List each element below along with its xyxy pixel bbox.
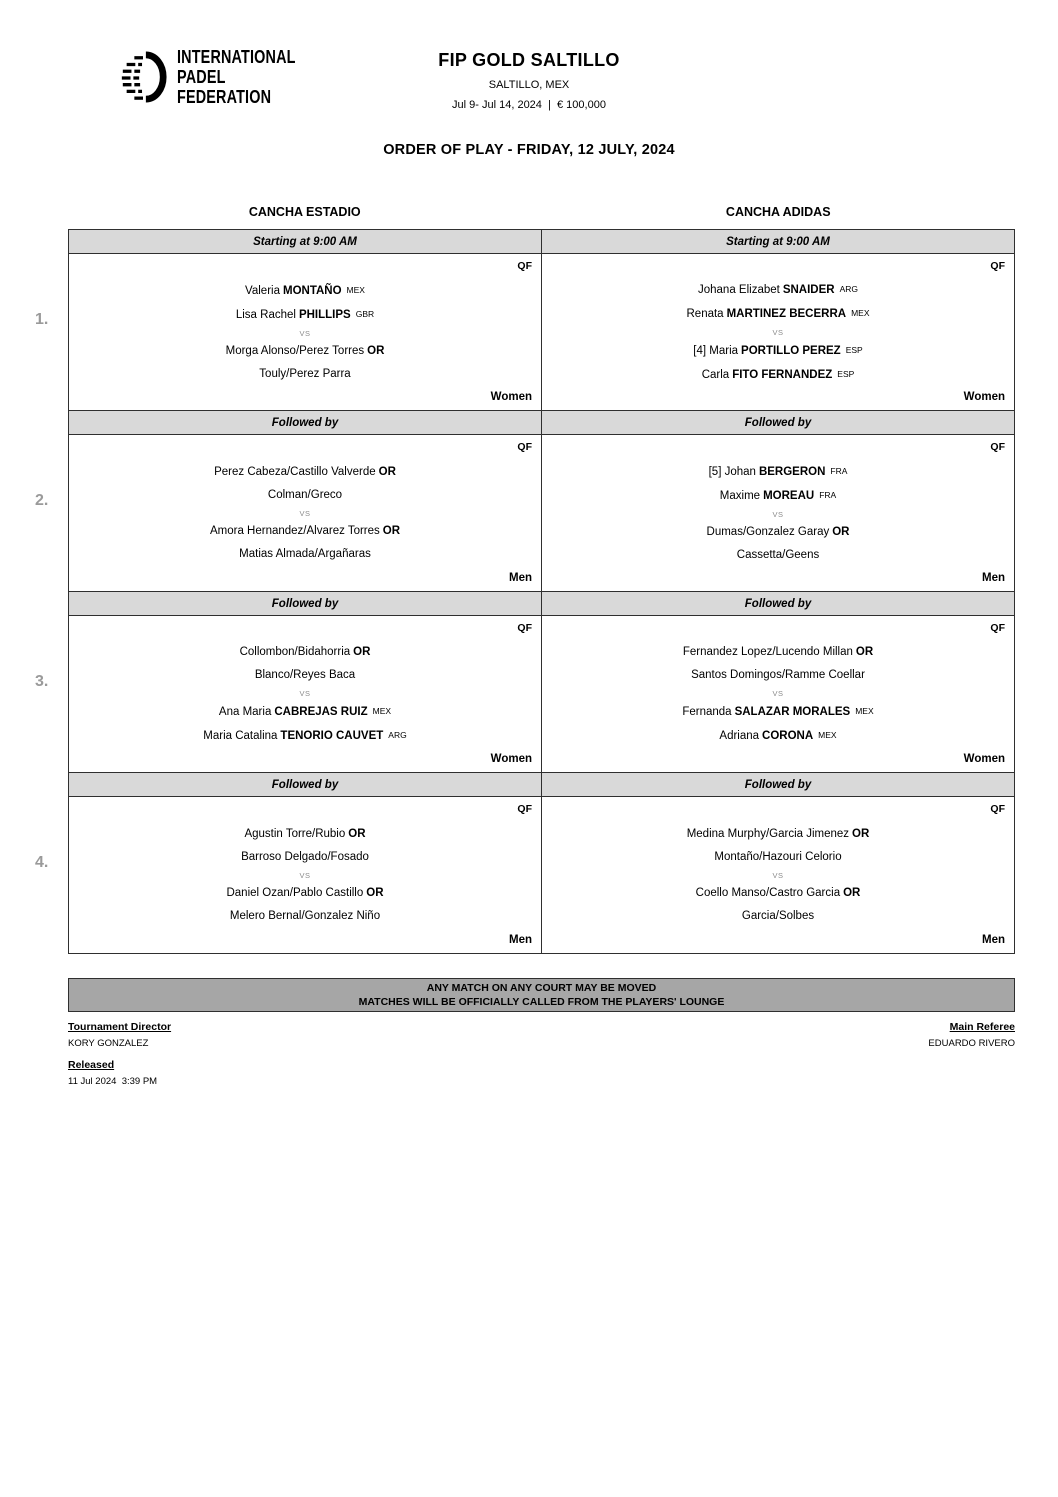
country-code: MEX <box>818 729 837 740</box>
player-first-name: Renata <box>686 307 724 320</box>
player-first-name: Maxime <box>719 489 761 502</box>
footer-right <box>928 1021 1015 1049</box>
player-last-name: CORONA <box>762 729 814 742</box>
player-first-name: Blanco/Reyes Baca <box>254 668 356 681</box>
match-cell <box>69 797 541 953</box>
tournament-director-label: Tournament Director <box>68 1021 172 1033</box>
player-last-name: TENORIO CAUVET <box>280 729 384 742</box>
match-lines <box>542 797 1014 953</box>
player-line <box>69 484 541 507</box>
slot-label: Followed by <box>271 417 339 429</box>
round-label: QF <box>517 803 532 815</box>
player-first-name: Johana Elizabet <box>697 283 780 296</box>
player-first-name: Adriana <box>719 729 760 742</box>
court-header-adidas: CANCHA ADIDAS <box>725 205 831 219</box>
row-number: 3. <box>35 672 49 690</box>
footer <box>68 1021 1015 1087</box>
player-first-name: Morga Alonso/Perez Torres <box>225 344 365 357</box>
player-last-name: MONTAÑO <box>282 284 342 297</box>
gender-label: Women <box>490 753 532 765</box>
country-code: ARG <box>388 729 407 740</box>
player-first-name: Matias Almada/Argañaras <box>239 547 371 560</box>
tournament-director-name: KORY GONZALEZ <box>68 1038 149 1049</box>
order-of-play-title: ORDER OF PLAY - FRIDAY, 12 JULY, 2024 <box>383 142 675 158</box>
slot-label: Followed by <box>541 411 1014 434</box>
player-last-name: CABREJAS RUIZ <box>274 705 368 718</box>
main-referee-name: EDUARDO RIVERO <box>928 1038 1015 1049</box>
match-lines <box>69 616 541 772</box>
player-line <box>69 664 541 687</box>
vs-label: VS <box>299 870 311 880</box>
player-first-name: Dumas/Gonzalez Garay <box>706 525 830 538</box>
player-line <box>542 460 1014 484</box>
match-cell <box>69 254 541 410</box>
player-line <box>69 724 541 748</box>
notice-line-1: ANY MATCH ON ANY COURT MAY BE MOVED <box>426 982 657 994</box>
logo-text-line: INTERNATIONAL <box>177 47 296 67</box>
player-line <box>69 461 541 484</box>
player-first-name: Agustin Torre/Rubio <box>244 827 346 840</box>
player-first-name: Montaño/Hazouri Celorio <box>714 850 842 863</box>
player-line <box>542 700 1014 724</box>
player-first-name: Ana Maria <box>218 705 272 718</box>
player-last-name: MOREAU <box>763 489 815 502</box>
player-line <box>542 882 1014 905</box>
player-first-name: Amora Hernandez/Alvarez Torres <box>209 524 380 537</box>
round-label: QF <box>517 260 532 272</box>
player-line <box>69 543 541 566</box>
slot-bar <box>69 410 1014 435</box>
slot-label: Starting at 9:00 AM <box>253 236 357 248</box>
player-line <box>542 641 1014 664</box>
gender-label: Women <box>963 753 1005 765</box>
country-code: MEX <box>346 284 365 295</box>
match-lines <box>542 435 1014 591</box>
player-line <box>69 905 541 928</box>
player-first-name: Carla <box>701 368 730 381</box>
row-number: 2. <box>35 491 49 509</box>
match-row <box>35 591 1014 772</box>
player-line <box>542 664 1014 687</box>
gender-label: Men <box>982 572 1005 584</box>
tournament-header <box>0 50 1058 111</box>
gender-label: Men <box>509 572 532 584</box>
player-line <box>69 823 541 846</box>
round-label: QF <box>517 441 532 453</box>
match-row <box>35 772 1014 953</box>
country-code: GBR <box>355 308 375 319</box>
match-cell <box>69 435 541 591</box>
player-line <box>69 641 541 664</box>
match-cell <box>541 616 1014 772</box>
vs-label: VS <box>772 870 784 880</box>
country-code: ARG <box>839 283 859 294</box>
player-first-name: Coello Manso/Castro Garcia <box>695 886 841 899</box>
country-code: MEX <box>372 705 392 716</box>
slot-label: Followed by <box>271 779 339 791</box>
player-last-name: MARTINEZ BECERRA <box>726 307 847 320</box>
player-line <box>69 363 541 386</box>
tournament-location: SALTILLO, MEX <box>488 79 570 91</box>
slot-bar <box>69 591 1014 616</box>
player-line <box>542 484 1014 508</box>
player-last-name: OR <box>832 525 850 538</box>
order-of-play-table <box>35 229 1015 954</box>
match-row <box>35 230 1014 410</box>
match-lines <box>542 254 1014 410</box>
tournament-dates: Jul 9- Jul 14, 2024 | € 100,000 <box>452 99 606 111</box>
slot-bar <box>69 772 1014 797</box>
country-code: FRA <box>819 489 837 500</box>
player-first-name: Maria Catalina <box>203 729 278 742</box>
player-last-name: PORTILLO PEREZ <box>741 344 841 357</box>
player-first-name: Perez Cabeza/Castillo Valverde <box>214 465 376 478</box>
player-first-name: [5] Johan <box>708 465 756 478</box>
match-lines <box>69 254 541 410</box>
notice-line-2: MATCHES WILL BE OFFICIALLY CALLED FROM THE PLAYERS' LOUNGE <box>358 996 725 1008</box>
player-line <box>69 846 541 869</box>
player-first-name: Touly/Perez Parra <box>259 367 351 380</box>
match-cell <box>541 435 1014 591</box>
logo-text-line: PADEL <box>177 67 226 87</box>
player-first-name: Valeria <box>245 284 280 297</box>
player-line <box>69 303 541 327</box>
match-cell <box>69 616 541 772</box>
vs-label: VS <box>299 508 311 518</box>
country-code: ESP <box>837 368 855 379</box>
gender-label: Men <box>509 934 532 946</box>
gender-label: Women <box>963 391 1005 403</box>
player-line <box>542 905 1014 928</box>
player-line <box>542 278 1014 302</box>
player-last-name: BERGERON <box>758 465 826 478</box>
player-first-name: Cassetta/Geens <box>736 548 820 561</box>
row-number: 4. <box>35 853 49 871</box>
match-cell <box>541 254 1014 410</box>
player-line <box>542 339 1014 363</box>
player-line <box>542 363 1014 387</box>
slot-label: Starting at 9:00 AM <box>541 230 1014 253</box>
court-headers <box>68 205 1015 219</box>
player-line <box>69 700 541 724</box>
country-code: ESP <box>845 344 863 355</box>
player-first-name: [4] Maria <box>693 344 739 357</box>
vs-label: VS <box>299 688 311 698</box>
player-last-name: FITO FERNANDEZ <box>732 368 833 381</box>
row-number: 1. <box>35 311 49 328</box>
player-line <box>69 340 541 363</box>
round-label: QF <box>990 803 1005 815</box>
released-label: Released <box>68 1059 115 1071</box>
player-last-name: OR <box>367 344 385 357</box>
player-first-name: Barroso Delgado/Fosado <box>241 850 369 863</box>
round-label: QF <box>990 622 1005 634</box>
player-line <box>542 846 1014 869</box>
player-first-name: Colman/Greco <box>267 488 343 501</box>
player-last-name: OR <box>382 524 401 537</box>
player-first-name: Medina Murphy/Garcia Jimenez <box>686 827 850 840</box>
player-first-name: Fernanda <box>682 705 732 718</box>
player-last-name: OR <box>378 465 396 478</box>
player-line <box>542 544 1014 567</box>
player-first-name: Santos Domingos/Ramme Coellar <box>691 668 865 681</box>
country-code: FRA <box>830 465 848 476</box>
released-timestamp: 11 Jul 2024 3:39 PM <box>68 1076 158 1087</box>
player-line <box>69 279 541 303</box>
match-cell <box>541 797 1014 953</box>
player-first-name: Collombon/Bidahorria <box>239 645 351 658</box>
round-label: QF <box>990 260 1005 272</box>
player-line <box>542 521 1014 544</box>
notice-box <box>68 978 1015 1012</box>
slot-label: Followed by <box>541 773 1014 796</box>
tournament-title: FIP GOLD SALTILLO <box>438 50 620 70</box>
player-first-name: Garcia/Solbes <box>741 909 815 922</box>
vs-label: VS <box>772 509 784 519</box>
player-line <box>542 302 1014 326</box>
player-first-name: Melero Bernal/Gonzalez Niño <box>229 909 381 922</box>
player-first-name: Fernandez Lopez/Lucendo Millan <box>682 645 853 658</box>
player-line <box>69 882 541 905</box>
country-code: MEX <box>851 307 870 318</box>
player-last-name: SNAIDER <box>782 283 835 296</box>
vs-label: VS <box>772 688 784 698</box>
slot-bar <box>69 230 1014 254</box>
vs-label: VS <box>772 327 784 337</box>
vs-label: VS <box>299 328 311 338</box>
country-code: MEX <box>855 705 874 716</box>
player-line <box>542 823 1014 846</box>
logo-text-line: FEDERATION <box>177 87 272 107</box>
slot-label: Followed by <box>541 592 1014 615</box>
main-referee-label: Main Referee <box>949 1021 1015 1033</box>
player-last-name: PHILLIPS <box>298 308 351 321</box>
player-first-name: Lisa Rachel <box>235 308 296 321</box>
round-label: QF <box>517 622 532 634</box>
slot-label: Followed by <box>271 598 339 610</box>
gender-label: Men <box>982 934 1005 946</box>
player-last-name: OR <box>348 827 366 840</box>
match-row <box>35 410 1014 591</box>
player-last-name: SALAZAR MORALES <box>734 705 851 718</box>
player-last-name: OR <box>843 886 861 899</box>
footer-left <box>68 1021 1015 1087</box>
match-lines <box>69 797 541 953</box>
round-label: QF <box>990 441 1005 453</box>
gender-label: Women <box>490 391 532 403</box>
match-lines <box>69 435 541 591</box>
player-first-name: Daniel Ozan/Pablo Castillo <box>226 886 364 899</box>
player-line <box>69 520 541 543</box>
player-last-name: OR <box>852 827 870 840</box>
player-last-name: OR <box>855 645 874 658</box>
match-lines <box>542 616 1014 772</box>
player-last-name: OR <box>353 645 371 658</box>
player-line <box>542 724 1014 748</box>
court-header-estadio: CANCHA ESTADIO <box>248 205 361 219</box>
player-last-name: OR <box>366 886 384 899</box>
